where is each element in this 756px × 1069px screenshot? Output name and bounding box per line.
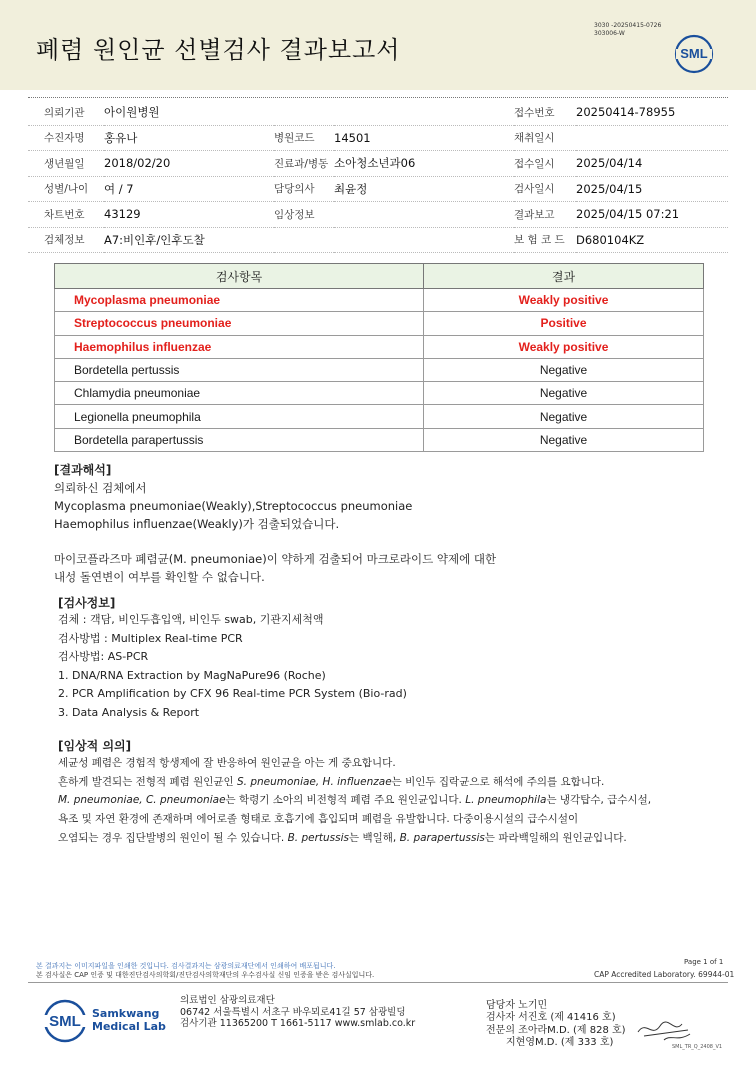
footer-notice-line: 본 검사실은 CAP 인증 및 대한진단검사의학회/진단검사의학재단의 우수검사실 신임 인증을 받은 검사실입니다. — [36, 971, 375, 979]
receipt-date-label: 접수일시 — [514, 151, 576, 177]
test-result: Positive — [424, 312, 704, 335]
table-row — [55, 428, 704, 451]
collect-date-label: 채취일시 — [514, 125, 576, 151]
address-line: 06742 서울특별시 서초구 바우뫼로41길 57 삼광빌딩 — [180, 1006, 406, 1018]
staff-line: 검사자 서진호 (제 41416 호) — [486, 1012, 616, 1024]
test-item: Chlamydia pneumoniae — [55, 382, 424, 405]
receipt-date-value: 2025/04/14 — [576, 151, 728, 177]
birth-value: 2018/02/20 — [104, 151, 274, 177]
results-table — [54, 263, 704, 452]
receipt-no-value: 20250414-78955 — [576, 100, 728, 125]
document-code-line1: 3030 -20250415-0726 — [594, 22, 662, 29]
form-code: SML_TR_Q_2408_V1 — [672, 1044, 723, 1050]
chart-no-value: 43129 — [104, 202, 274, 228]
hospital-code-value: 14501 — [334, 125, 514, 151]
sml-logo — [42, 998, 88, 1044]
interpretation-line: 의뢰하신 검체에서 — [54, 481, 147, 495]
sml-logo-text: SML — [49, 1013, 81, 1030]
info-row — [28, 227, 728, 253]
test-item: Legionella pneumophila — [55, 405, 424, 428]
report-date-value: 2025/04/15 07:21 — [576, 202, 728, 228]
staff-line: 담당자 노기민 — [486, 1000, 548, 1011]
test-info-line: 1. DNA/RNA Extraction by MagNaPure96 (Roche) — [58, 668, 326, 682]
dept-label: 진료과/병동 — [274, 151, 334, 177]
patient-value: 홍유나 — [104, 125, 274, 151]
test-result: Negative — [424, 405, 704, 428]
report-date-label: 결과보고 — [514, 202, 576, 228]
staff-signatures — [486, 1000, 626, 1049]
interpretation-note — [54, 550, 496, 586]
sex-age-label: 성별/나이 — [28, 176, 104, 202]
document-code-line2: 303006-W — [594, 30, 625, 37]
info-row — [28, 202, 728, 228]
patient-info-table — [28, 100, 728, 253]
clinical-line: 오염되는 경우 집단발병의 원인이 될 수 있습니다. B. pertussis는 백일해, B. parapertussis는 파라백일해의 원인균입니다. — [58, 831, 627, 844]
test-date-label: 검사일시 — [514, 176, 576, 202]
divider — [28, 97, 728, 98]
cap-accreditation: CAP Accredited Laboratory. 69944-01 — [594, 970, 735, 979]
footer-notice — [36, 962, 556, 980]
table-row — [55, 405, 704, 428]
interpretation-line: 마이코플라즈마 폐렴균(M. pneumoniae)이 약하게 검출되어 마크로라이드 약제에 대한 — [54, 552, 497, 566]
lab-address — [180, 995, 415, 1030]
test-date-value: 2025/04/15 — [576, 176, 728, 202]
test-info-line: 검체 : 객담, 비인두흡입액, 비인두 swab, 기관지세척액 — [58, 613, 324, 626]
institution-value: 아이원병원 — [104, 100, 274, 125]
clinical-significance-text — [58, 754, 651, 848]
staff-line: 지현영M.D. (제 333 호) — [506, 1036, 614, 1048]
clinical-line: 세균성 폐렴은 경험적 항생제에 잘 반응하여 원인균을 아는 게 중요합니다. — [58, 757, 396, 769]
doctor-label: 담당의사 — [274, 176, 334, 202]
sml-logo-text: SML — [680, 46, 708, 61]
page-number: Page 1 of 1 — [684, 958, 724, 966]
specimen-value: A7:비인후/인후도찰 — [104, 227, 274, 253]
lab-brand — [92, 1007, 166, 1033]
clinical-line: M. pneumoniae, C. pneumoniae는 학령기 소아의 비전형적 폐렴 주요 원인균입니다. L. pneumophila는 냉각탑수, 급수시설, — [58, 794, 652, 807]
staff-line: 전문의 조아라M.D. (제 828 호) — [486, 1024, 626, 1036]
info-row — [28, 176, 728, 202]
divider — [28, 982, 728, 983]
test-item: Haemophilus influenzae — [55, 335, 424, 358]
info-row — [28, 125, 728, 151]
receipt-no-label: 접수번호 — [514, 100, 576, 125]
insurance-code-value: D680104KZ — [576, 227, 728, 253]
insurance-code-label: 보 험 코 드 — [514, 227, 576, 253]
specimen-label: 검체정보 — [28, 227, 104, 253]
test-info-line: 검사방법: AS-PCR — [58, 650, 149, 663]
table-row — [55, 289, 704, 312]
table-row — [55, 312, 704, 335]
test-info-line: 2. PCR Amplification by CFX 96 Real-time PCR System (Bio-rad) — [58, 687, 407, 700]
clinical-line: 욕조 및 자연 환경에 존재하며 에어로졸 형태로 호흡기에 흡입되며 폐렴을 유발합니다. 다중이용시설의 급수시설이 — [58, 813, 579, 826]
interpretation-line: Mycoplasma pneumoniae(Weakly),Streptococcus pneumoniae — [54, 499, 413, 513]
clinical-significance-title: [임상적 의의] — [58, 739, 132, 753]
chart-no-label: 차트번호 — [28, 202, 104, 228]
interpretation-line: 내성 돌연변이 여부를 확인할 수 없습니다. — [54, 570, 265, 584]
hospital-code-label: 병원코드 — [274, 125, 334, 151]
birth-label: 생년월일 — [28, 151, 104, 177]
info-row — [28, 151, 728, 177]
clinical-info-label: 임상정보 — [274, 202, 334, 228]
sml-logo — [674, 34, 714, 74]
test-result: Negative — [424, 382, 704, 405]
collect-date-value — [576, 125, 728, 151]
document-code — [594, 22, 661, 38]
organization-name: 의료법인 삼광의료재단 — [180, 995, 275, 1006]
interpretation-title: [결과해석] — [54, 463, 112, 477]
test-item: Bordetella pertussis — [55, 358, 424, 381]
test-result: Weakly positive — [424, 289, 704, 312]
patient-label: 수진자명 — [28, 125, 104, 151]
test-result: Negative — [424, 358, 704, 381]
footer-notice-line: 본 결과지는 이미지파일을 인쇄한 것입니다. 검사결과지는 삼광의료재단에서 인쇄하여 배포됩니다. — [36, 962, 336, 970]
info-row — [28, 100, 728, 125]
interpretation-line: Haemophilus influenzae(Weakly)가 검출되었습니다. — [54, 517, 340, 531]
table-row — [55, 335, 704, 358]
test-item: Streptococcus pneumoniae — [55, 312, 424, 335]
test-result: Negative — [424, 428, 704, 451]
test-item: Bordetella parapertussis — [55, 428, 424, 451]
table-row — [55, 382, 704, 405]
brand-line: Medical Lab — [92, 1020, 166, 1033]
test-info-text — [58, 611, 407, 722]
results-header-row — [55, 264, 704, 289]
sex-age-value: 여 / 7 — [104, 176, 274, 202]
test-result: Weakly positive — [424, 335, 704, 358]
results-header-result: 결과 — [424, 264, 704, 289]
doctor-value: 최윤정 — [334, 176, 514, 202]
test-info-line: 3. Data Analysis & Report — [58, 705, 200, 719]
interpretation-text — [54, 479, 412, 533]
dept-value: 소아청소년과06 — [334, 151, 514, 177]
brand-line: Samkwang — [92, 1007, 160, 1020]
clinical-line: 흔하게 발견되는 전형적 폐렴 원인균인 S. pneumoniae, H. influenzae는 비인두 집락균으로 해석에 주의를 요합니다. — [58, 775, 605, 788]
results-header-item: 검사항목 — [55, 264, 424, 289]
table-row — [55, 358, 704, 381]
institution-label: 의뢰기관 — [28, 100, 104, 125]
handwritten-signature — [634, 1014, 694, 1044]
contact-line: 검사기관 11365200 T 1661-5117 www.smlab.co.kr — [180, 1018, 416, 1029]
test-item: Mycoplasma pneumoniae — [55, 289, 424, 312]
test-info-line: 검사방법 : Multiplex Real-time PCR — [58, 631, 243, 645]
clinical-info-value — [334, 202, 514, 228]
report-title: 폐렴 원인균 선별검사 결과보고서 — [36, 36, 401, 64]
test-info-title: [검사정보] — [58, 596, 116, 610]
